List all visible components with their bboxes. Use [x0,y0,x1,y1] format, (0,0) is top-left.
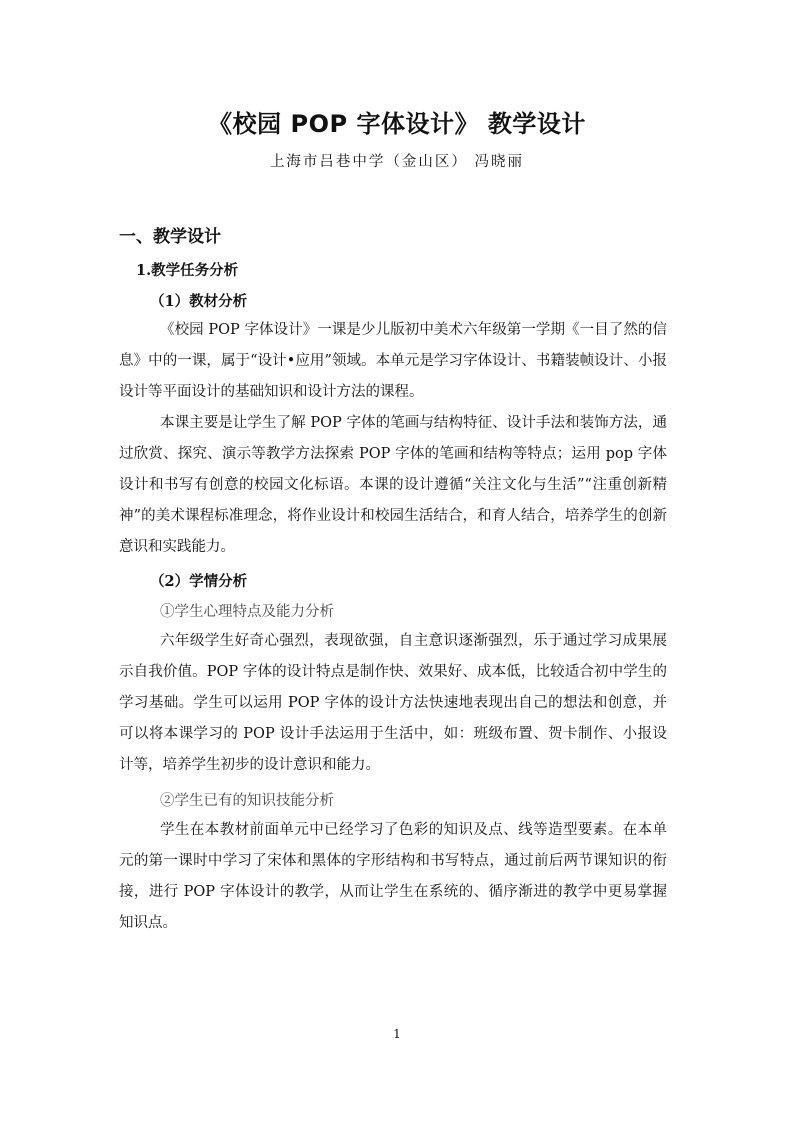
heading-teaching-design: 一、教学设计 [119,227,221,247]
page-number: 1 [393,1027,401,1041]
paragraph-psychology: 六年级学生好奇心强烈，表现欲强，自主意识逐渐强烈，乐于通过学习成果展示自我价值。POP 字体的设计特点是制作快、效果好、成本低，比较适合初中学生的学习基础。学生可以运用 POP 字体的设计方法快速地表现出自己的想法和创意，并可以将本课学习的 POP 设计手法运用于生活中，如：班级布置、贺卡制作、小报设计等，培养学生初步的设计意识和能力。 [119,633,667,773]
subheading-prior-knowledge: ②学生已有的知识技能分析 [160,793,334,809]
paragraph-prior-knowledge: 学生在本教材前面单元中已经学习了色彩的知识及点、线等造型要素。在本单元的第一课时中学习了宋体和黑体的字形结构和书写特点，通过前后两节课知识的衔接，进行 POP 字体设计的教学，从而让学生在系统的、循序渐进的教学中更易掌握知识点。 [119,822,667,931]
document-title: 《校园 POP 字体设计》 教学设计 [208,110,586,138]
heading-learner-analysis: （2）学情分析 [150,573,248,590]
heading-textbook-analysis: （1）教材分析 [150,293,248,310]
paragraph-textbook-1: 《校园 POP 字体设计》一课是少儿版初中美术六年级第一学期《一目了然的信息》中的一课，属于“设计•应用”领域。本单元是学习字体设计、书籍装帧设计、小报设计等平面设计的基础知识和设计方法的课程。 [119,322,667,400]
author-line: 上海市吕巷中学（金山区） 冯晓丽 [269,154,525,170]
subheading-psychology: ①学生心理特点及能力分析 [160,604,334,620]
paragraph-textbook-2: 本课主要是让学生了解 POP 字体的笔画与结构特征、设计手法和装饰方法，通过欣赏、探究、演示等教学方法探索 POP 字体的笔画和结构等特点；运用 pop 字体设计和书写有创意的校园文化标语。本课的设计遵循“关注文化与生活”“注重创新精神”的美术课程标准理念，将作业设计和校园生活结合，和育人结合，培养学生的创新意识和实践能力。 [119,415,667,555]
heading-task-analysis: 1.教学任务分析 [136,262,239,279]
